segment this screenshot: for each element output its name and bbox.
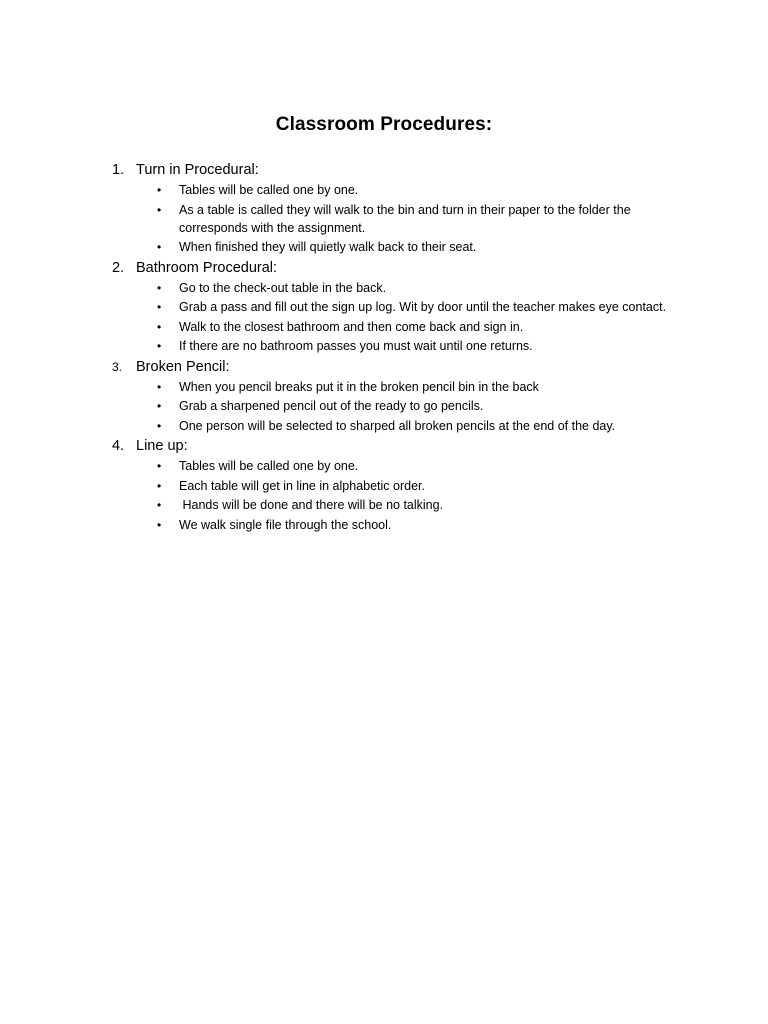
section-number: 2. [112, 259, 125, 276]
list-item [112, 496, 682, 514]
list-item-text: Hands will be done and there will be no talking. [179, 498, 444, 512]
section-number: 4. [112, 438, 125, 454]
bullet-icon: • [157, 202, 162, 217]
section-label: Bathroom Procedural: [136, 259, 278, 276]
list-item [112, 279, 682, 297]
list-item [112, 477, 682, 495]
bullet-icon: • [157, 379, 162, 394]
list-item-text: Grab a pass and fill out the sign up log. Wit by door until the teacher makes eye contact. [179, 300, 667, 314]
list-item-text: Walk to the closest bathroom and then come back and sign in. [179, 319, 524, 334]
list-item-text: One person will be selected to sharped all broken pencils at the end of the day. [179, 418, 616, 433]
section-label: Turn in Procedural: [136, 162, 259, 178]
list-item-text: If there are no bathroom passes you must wait until one returns. [179, 339, 533, 353]
bullet-list [112, 279, 682, 356]
bullet-icon: • [157, 319, 162, 334]
list-item-text: We walk single file through the school. [179, 517, 392, 532]
section-heading [112, 258, 682, 278]
procedure-list [112, 160, 682, 535]
list-item-text: Go to the check-out table in the back. [179, 280, 387, 295]
list-item [112, 417, 682, 435]
bullet-icon: • [157, 517, 162, 532]
section-heading [112, 357, 682, 377]
bullet-icon: • [157, 399, 162, 413]
section-label: Broken Pencil: [136, 358, 230, 375]
bullet-icon: • [157, 339, 162, 353]
list-item [112, 318, 682, 336]
list-item-text: Tables will be called one by one. [179, 183, 359, 197]
list-item-text: Tables will be called one by one. [179, 459, 359, 473]
list-item [112, 181, 682, 199]
bullet-icon: • [157, 498, 162, 512]
page-title: Classroom Procedures: [275, 114, 493, 135]
bullet-list [112, 181, 682, 256]
section-broken-pencil [112, 357, 682, 435]
section-bathroom [112, 258, 682, 356]
section-number: 1. [112, 162, 125, 178]
bullet-icon: • [157, 183, 162, 197]
list-item [112, 201, 682, 237]
bullet-list [112, 457, 682, 534]
list-item [112, 457, 682, 475]
bullet-icon: • [157, 418, 162, 433]
list-item [112, 378, 682, 396]
list-item [112, 238, 682, 256]
section-label: Line up: [136, 438, 188, 454]
bullet-list [112, 378, 682, 435]
list-item-text: Each table will get in line in alphabetic order. [179, 478, 425, 493]
bullet-icon: • [157, 459, 162, 473]
bullet-icon: • [157, 240, 162, 254]
list-item-text: Grab a sharpened pencil out of the ready to go pencils. [179, 399, 484, 413]
list-item-text: As a table is called they will walk to the bin and turn in their paper to the folder the corresponds with the assignment. [179, 202, 635, 235]
section-turn-in [112, 160, 682, 256]
bullet-icon: • [157, 300, 162, 314]
list-item-text: When finished they will quietly walk back to their seat. [179, 240, 477, 254]
section-heading [112, 436, 682, 456]
bullet-icon: • [157, 478, 162, 493]
list-item [112, 397, 682, 415]
list-item [112, 298, 682, 316]
list-item-text: When you pencil breaks put it in the broken pencil bin in the back [179, 379, 539, 394]
list-item [112, 516, 682, 534]
section-number: 3. [112, 359, 123, 374]
bullet-icon: • [157, 280, 162, 295]
section-heading [112, 160, 682, 180]
list-item [112, 337, 682, 355]
section-line-up [112, 436, 682, 534]
